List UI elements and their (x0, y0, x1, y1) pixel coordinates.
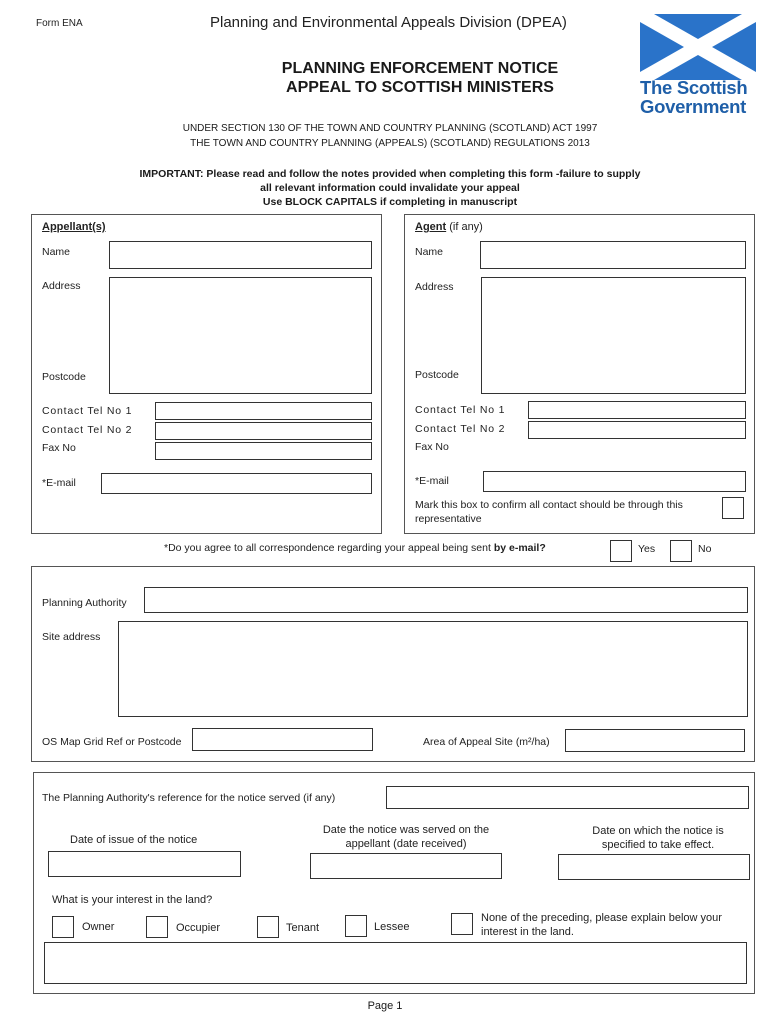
important-line2: all relevant information could invalidate your appeal (260, 182, 520, 194)
email-yes-checkbox[interactable] (610, 540, 632, 562)
appellant-fax-label: Fax No (42, 442, 76, 454)
logo-text-line2: Government (640, 96, 746, 117)
division-title: Planning and Environmental Appeals Division (DPEA) (210, 14, 567, 31)
appellant-fax-field[interactable] (155, 442, 372, 460)
agent-heading (415, 221, 483, 233)
important-line3: Use BLOCK CAPITALS if completing in manuscript (262, 196, 518, 208)
tenant-checkbox[interactable] (257, 916, 279, 938)
agent-tel1-field[interactable] (528, 401, 746, 419)
occupier-checkbox[interactable] (146, 916, 168, 938)
area-label: Area of Appeal Site (m²/ha) (423, 736, 550, 748)
interest-explanation-field[interactable] (44, 942, 747, 984)
lessee-label: Lessee (374, 921, 410, 933)
tenant-label: Tenant (286, 922, 320, 934)
date-effect-label: Date on which the notice is specified to take effect. (592, 825, 724, 851)
site-address-label: Site address (42, 631, 101, 643)
agent-name-field[interactable] (480, 241, 746, 269)
planning-authority-field[interactable] (144, 587, 748, 613)
owner-checkbox[interactable] (52, 916, 74, 938)
planning-authority-label: Planning Authority (42, 597, 127, 609)
appellant-email-field[interactable] (101, 473, 372, 494)
date-effect-field[interactable] (558, 854, 750, 880)
act-line2: THE TOWN AND COUNTRY PLANNING (APPEALS) (SCOTLAND) REGULATIONS 2013 (190, 138, 590, 149)
agent-address-label: Address (415, 281, 454, 293)
email-no-label: No (698, 543, 712, 555)
page-number: Page 1 (367, 1000, 403, 1012)
email-agree-question-bold: by e-mail? (493, 542, 546, 554)
appellant-name-label: Name (42, 246, 71, 258)
logo-text-line1: The Scottish (640, 77, 748, 98)
email-agree-question-text: *Do you agree to all correspondence regarding your appeal being sent (164, 542, 494, 554)
page-title-line1: PLANNING ENFORCEMENT NOTICE (281, 60, 559, 77)
date-served-field[interactable] (310, 853, 502, 879)
form-code: Form ENA (36, 18, 83, 29)
agent-fax-label: Fax No (415, 441, 449, 453)
date-issue-field[interactable] (48, 851, 241, 877)
agent-confirm-label: Mark this box to confirm all contact should be through this representative (415, 499, 683, 525)
agent-email-label: *E-mail (415, 475, 449, 487)
appellant-address-field[interactable] (109, 277, 372, 394)
appellant-email-label: *E-mail (42, 477, 76, 489)
occupier-label: Occupier (176, 922, 221, 934)
email-yes-label: Yes (638, 543, 656, 555)
agent-tel2-field[interactable] (528, 421, 746, 439)
area-field[interactable] (565, 729, 745, 752)
agent-postcode-label: Postcode (415, 369, 459, 381)
reference-field[interactable] (386, 786, 749, 809)
agent-tel2-label: Contact Tel No 2 (415, 423, 506, 435)
agent-email-field[interactable] (483, 471, 746, 492)
interest-question: What is your interest in the land? (52, 894, 213, 906)
appellant-heading: Appellant(s) (42, 221, 106, 233)
os-map-field[interactable] (192, 728, 373, 751)
none-label: None of the preceding, please explain below your interest in the land. (481, 912, 722, 938)
appellant-tel2-field[interactable] (155, 422, 372, 440)
none-checkbox[interactable] (451, 913, 473, 935)
email-no-checkbox[interactable] (670, 540, 692, 562)
agent-tel1-label: Contact Tel No 1 (415, 404, 506, 416)
appellant-postcode-label: Postcode (42, 371, 86, 383)
os-map-label: OS Map Grid Ref or Postcode (42, 736, 182, 748)
appellant-address-label: Address (42, 280, 81, 292)
email-agree-question (164, 542, 546, 554)
agent-name-label: Name (415, 246, 444, 258)
agent-confirm-checkbox[interactable] (722, 497, 744, 519)
appellant-tel1-label: Contact Tel No 1 (42, 405, 133, 417)
date-served-label: Date the notice was served on the appellant (date received) (322, 824, 490, 850)
agent-heading-text: Agent (415, 221, 447, 233)
page-title-line2: APPEAL TO SCOTTISH MINISTERS (286, 79, 554, 96)
reference-label: The Planning Authority's reference for the notice served (if any) (42, 792, 336, 804)
act-line1: UNDER SECTION 130 OF THE TOWN AND COUNTRY PLANNING (SCOTLAND) ACT 1997 (182, 123, 598, 134)
date-issue-label: Date of issue of the notice (70, 834, 198, 846)
lessee-checkbox[interactable] (345, 915, 367, 937)
important-line1: IMPORTANT: Please read and follow the notes provided when completing this form -failure to supply (139, 168, 641, 180)
appellant-name-field[interactable] (109, 241, 372, 269)
agent-address-field[interactable] (481, 277, 746, 394)
appellant-tel1-field[interactable] (155, 402, 372, 420)
site-address-field[interactable] (118, 621, 748, 717)
owner-label: Owner (82, 921, 115, 933)
appellant-tel2-label: Contact Tel No 2 (42, 424, 133, 436)
agent-heading-suffix: (if any) (446, 221, 483, 233)
